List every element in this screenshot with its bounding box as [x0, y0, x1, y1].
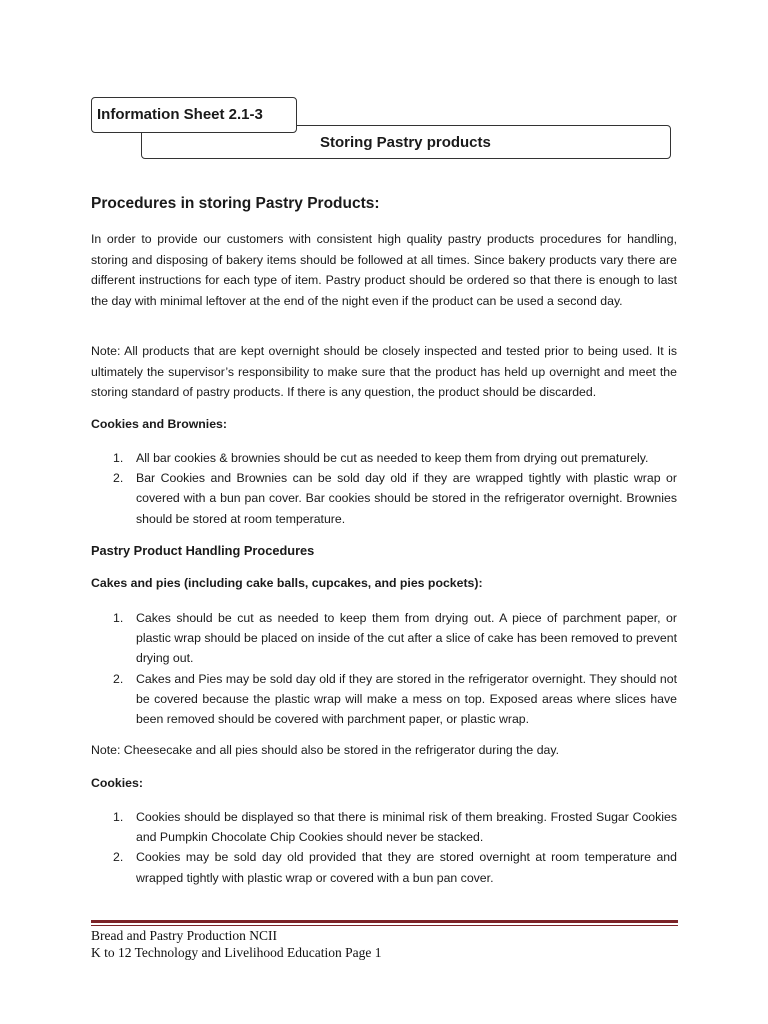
- list-number: 1.: [113, 810, 124, 824]
- cakes-pies-list: [91, 608, 677, 729]
- list-item-text: Cakes should be cut as needed to keep them from drying out. A piece of parchment paper, or plastic wrap should be placed on inside of the cut after a slice of cake has been removed to prevent drying out.: [136, 611, 677, 666]
- footer-rule-thin: [91, 925, 678, 926]
- list-item-text: Cakes and Pies may be sold day old if they are stored in the refrigerator overnight. They should not be covered because the plastic wrap will make a mess on top. Exposed areas where slices have been removed should be covered with parchment paper, or plastic wrap.: [136, 671, 677, 727]
- cakes-pies-heading: Cakes and pies (including cake balls, cupcakes, and pies pockets):: [91, 576, 483, 590]
- note-paragraph: Note: All products that are kept overnight should be closely inspected and tested prior to being used. It is ultimately the supervisor’s responsibility to make sure that the product has held up overnight and meet the storing standard of pastry products. If there is any question, the product should be discarded.: [91, 344, 677, 400]
- list-item: [91, 669, 677, 730]
- info-sheet-label: Information Sheet 2.1-3: [97, 106, 263, 123]
- cheesecake-note: Note: Cheesecake and all pies should also be stored in the refrigerator during the day.: [91, 743, 560, 757]
- list-number: 2.: [113, 671, 124, 686]
- intro-paragraph: In order to provide our customers with consistent high quality pastry products procedures for handling, storing and disposing of bakery items should be followed at all times. Since bakery products vary there are different instructions for each type of item. Pastry product should be ordered so that there is enough to last the day with minimal leftover at the end of the night even if the product can be used a second day.: [91, 232, 677, 309]
- list-item: [91, 807, 677, 847]
- cookies-heading: Cookies:: [91, 776, 143, 790]
- list-item-text: All bar cookies & brownies should be cut as needed to keep them from drying out prematurely.: [136, 451, 649, 465]
- subtitle-text: Storing Pastry products: [320, 134, 491, 151]
- main-heading: Procedures in storing Pastry Products:: [91, 195, 380, 212]
- footer-rule-thick: [91, 920, 678, 923]
- list-number: 2.: [113, 850, 124, 865]
- list-item-text: Bar Cookies and Brownies can be sold day old if they are wrapped tightly with plastic wrap or covered with a bun pan cover. Bar cookies should be stored in the refrigerator overnight. Brownies should be stored at room temperature.: [136, 471, 677, 526]
- cookies-list: [91, 807, 677, 888]
- list-item: [91, 847, 677, 887]
- footer-line-2: K to 12 Technology and Livelihood Education Page 1: [91, 945, 382, 960]
- list-number: 2.: [113, 471, 124, 486]
- list-number: 1.: [113, 451, 124, 465]
- list-number: 1.: [113, 611, 124, 625]
- list-item: [91, 448, 677, 468]
- handling-heading: Pastry Product Handling Procedures: [91, 543, 315, 558]
- cookies-brownies-list: [91, 448, 677, 529]
- cookies-brownies-heading: Cookies and Brownies:: [91, 417, 227, 431]
- info-sheet-title-box: [91, 97, 297, 133]
- list-item-text: Cookies should be displayed so that there is minimal risk of them breaking. Frosted Sugar Cookies and Pumpkin Chocolate Chip Cookies should never be stacked.: [136, 810, 677, 845]
- list-item: [91, 468, 677, 529]
- list-item: [91, 608, 677, 669]
- list-item-text: Cookies may be sold day old provided that they are stored overnight at room temperature and wrapped tightly with plastic wrap or covered with a bun pan cover.: [136, 850, 677, 885]
- footer-line-1: Bread and Pastry Production NCII: [91, 928, 277, 943]
